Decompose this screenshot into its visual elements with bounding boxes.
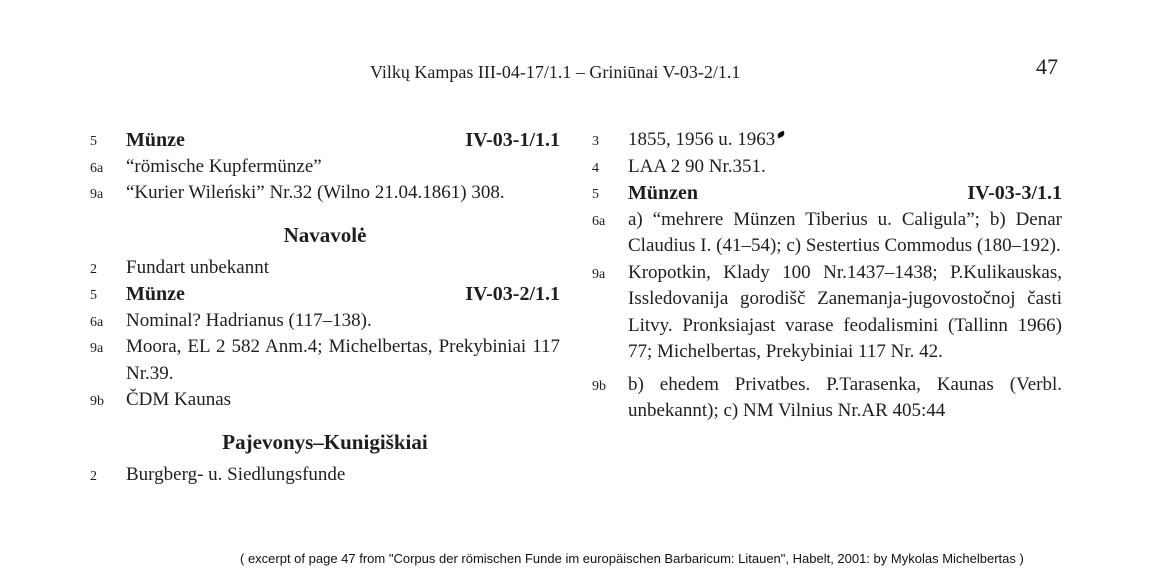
- entry: [592, 180, 1062, 207]
- field-code: 5: [90, 288, 97, 303]
- field-code: 6a: [592, 213, 606, 229]
- entry-text: a) “mehrere Münzen Tiberius u. Caligula”; b) Denar Claudius I. (41–54); c) Sestertius Commodus (180–192).: [628, 208, 1062, 256]
- entry: [592, 207, 1062, 260]
- right-column: [592, 127, 1062, 425]
- entry: [90, 281, 560, 308]
- field-code: 6a: [90, 314, 104, 330]
- field-code: 9a: [90, 187, 104, 202]
- entry: [90, 255, 560, 282]
- field-code: 9b: [592, 378, 606, 394]
- page-number: 47: [1036, 54, 1058, 79]
- entry: [90, 462, 560, 489]
- field-code: 4: [592, 160, 599, 176]
- running-title: Vilkų Kampas III-04-17/1.1 – Griniūnai V-03-2/1.1: [370, 62, 741, 82]
- site-title: Pajevonys–Kunigiškiai: [222, 429, 428, 454]
- entry-text: “römische Kupfermünze”: [126, 155, 322, 177]
- entry-text: 1855, 1956 u. 1963: [628, 129, 776, 150]
- field-code: 9a: [90, 341, 104, 356]
- entry-heading: [628, 180, 1062, 207]
- field-code: 3: [592, 134, 599, 149]
- field-code: 2: [90, 468, 97, 484]
- entry: [90, 127, 560, 154]
- catalog-ref: IV-03-1/1.1: [465, 129, 560, 151]
- entry: [90, 308, 560, 335]
- object-label: Münze: [126, 129, 185, 151]
- field-code: 9b: [90, 394, 104, 409]
- entry-text: Burgberg- u. Siedlungsfunde: [126, 463, 346, 485]
- entry: [592, 154, 1062, 181]
- field-code: 9a: [592, 266, 606, 282]
- pen-mark-icon: [777, 131, 786, 139]
- entry-text: ČDM Kaunas: [126, 389, 232, 410]
- entry-text: Kropotkin, Klady 100 Nr.1437–1438; P.Kulikauskas, Issledovanija gorodišč Zanemanja-jugovostočnoj časti Litvy. Pronksiajast varase feodalismini (Tallinn 1966) 77; Michelbertas, Prekybiniai 117 Nr. 42.: [628, 261, 1062, 362]
- field-code: 6a: [90, 160, 104, 176]
- entry-text: Fundart unbekannt: [126, 256, 270, 278]
- entry: [90, 334, 560, 387]
- catalog-ref: IV-03-3/1.1: [967, 182, 1062, 204]
- entry: [592, 260, 1062, 366]
- entry-heading: [126, 127, 560, 154]
- source-caption: ( excerpt of page 47 from "Corpus der römischen Funde im europäischen Barbaricum: Litauen", Habelt, 2001: by Mykolas Michelbertas ): [240, 551, 1024, 566]
- entry: [90, 180, 560, 207]
- object-label: Münze: [126, 283, 185, 305]
- entry-text: LAA 2 90 Nr.351.: [628, 155, 766, 177]
- field-code: 5: [90, 134, 97, 149]
- left-column: [90, 127, 560, 488]
- page-header: [0, 54, 1153, 86]
- entry: [90, 387, 560, 414]
- field-code: 5: [592, 187, 599, 202]
- field-code: 2: [90, 261, 97, 277]
- entry-heading: [126, 281, 560, 308]
- entry-text: b) ehedem Privatbes. P.Tarasenka, Kaunas (Verbl. unbekannt); c) NM Vilnius Nr.AR 405:44: [628, 373, 1062, 421]
- site-title: Navavolė: [283, 222, 367, 247]
- object-label: Münzen: [628, 182, 698, 204]
- entry: [592, 372, 1062, 425]
- catalog-ref: IV-03-2/1.1: [465, 283, 560, 305]
- entry: [90, 154, 560, 181]
- entry-text: Nominal? Hadrianus (117–138).: [126, 309, 372, 331]
- entry-text: Moora, EL 2 582 Anm.4; Michelbertas, Prekybiniai 117 Nr.39.: [126, 336, 560, 384]
- entry-text: “Kurier Wileński” Nr.32 (Wilno 21.04.1861) 308.: [126, 182, 505, 203]
- entry: [592, 127, 1062, 154]
